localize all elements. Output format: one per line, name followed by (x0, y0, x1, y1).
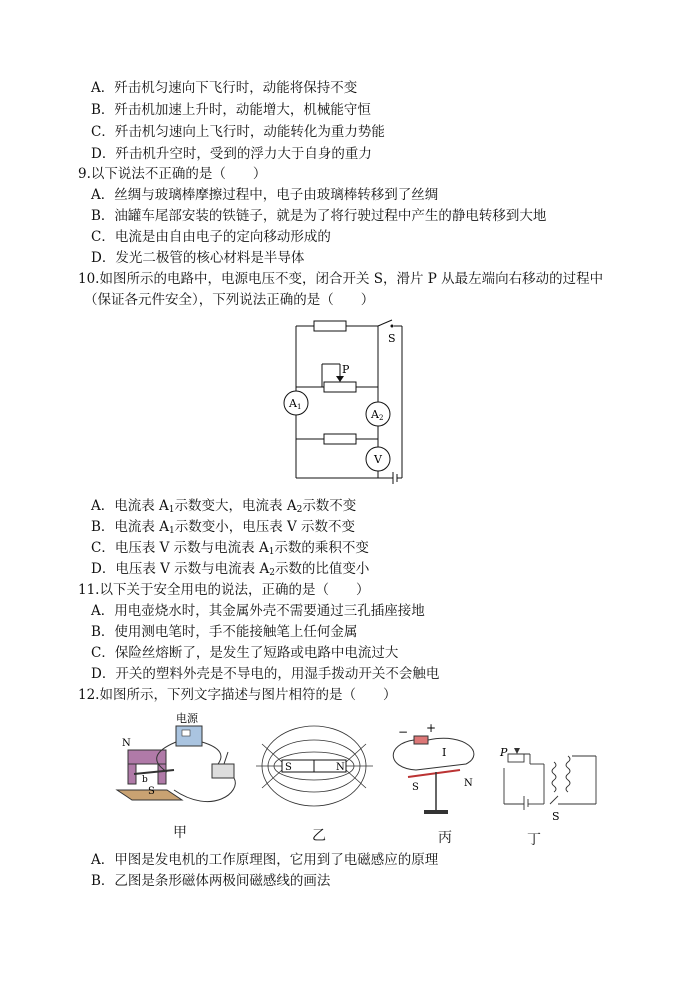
magnet-n-pole-label: N (336, 762, 345, 773)
q10-circuit-diagram (280, 316, 415, 486)
voltmeter-label: V (374, 453, 382, 466)
figure-ding-electromagnet-circuit (494, 744, 600, 824)
q11-option-a: A．用电壶烧水时，其金属外壳不需要通过三孔插座接地 (91, 603, 425, 619)
figure-jia-generator-setup (112, 712, 244, 820)
slider-label: P (342, 363, 350, 376)
power-supply-label: 电源 (176, 712, 198, 725)
q9-stem: 9.以下说法不正确的是（ ） (78, 166, 267, 182)
ammeter-a1-label: A1 (289, 397, 302, 411)
q11-option-c: C．保险丝熔断了，是发生了短路或电路中电流过大 (91, 645, 399, 661)
q11-option-d: D．开关的塑料外壳是不导电的，用湿手拨动开关不会触电 (91, 666, 440, 682)
q10-stem-line2: （保证各元件安全），下列说法正确的是（ ） (84, 292, 375, 308)
q8-option-c: C．歼击机匀速向上飞行时，动能转化为重力势能 (91, 124, 385, 140)
q10-option-a: A．电流表 $A_1$示数变大，电流表 $A_2$示数不变 (91, 498, 357, 515)
q9-option-c: C．电流是由自由电子的定向移动形成的 (91, 229, 331, 245)
switch-s-label: S (552, 810, 560, 823)
battery-plus-label: + (426, 722, 437, 735)
switch-label: S (388, 332, 396, 345)
q9-option-d: D．发光二极管的核心材料是半导体 (91, 250, 305, 266)
q11-stem: 11.以下关于安全用电的说法，正确的是（ ） (78, 582, 370, 598)
magnet-n-label: N (122, 738, 131, 749)
q11-option-b: B．使用测电笔时，手不能接触笔上任何金属 (91, 624, 358, 640)
current-i-label: I (442, 746, 447, 759)
q12-option-a: A．甲图是发电机的工作原理图，它用到了电磁感应的原理 (91, 852, 439, 868)
q10-option-c: C．电压表 V 示数与电流表 $A_1$示数的乘积不变 (91, 540, 369, 557)
caption-bing: 丙 (438, 830, 452, 846)
magnet-s-pole-label: S (285, 762, 292, 773)
magnet-s-label: S (148, 786, 155, 797)
q8-option-d: D．歼击机升空时，受到的浮力大于自身的重力 (91, 146, 372, 162)
needle-s-label: S (412, 782, 419, 793)
caption-jia: 甲 (173, 825, 187, 841)
q10-option-b: B．电流表 $A_1$示数变小，电压表 V 示数不变 (91, 519, 356, 536)
q9-option-a: A．丝绸与玻璃棒摩擦过程中，电子由玻璃棒转移到了丝绸 (91, 187, 439, 203)
slider-p-label: P (500, 746, 508, 759)
q8-option-a: A．歼击机匀速向下飞行时，动能将保持不变 (91, 80, 358, 96)
figure-yi-bar-magnet-field (252, 722, 377, 814)
caption-yi: 乙 (312, 828, 326, 844)
battery-minus-label: − (398, 725, 409, 739)
rod-b-label: b (142, 775, 148, 785)
q10-option-d: D．电压表 V 示数与电流表 $A_2$示数的比值变小 (91, 561, 370, 578)
needle-n-label: N (464, 778, 473, 789)
q12-option-b: B．乙图是条形磁体两极间磁感线的画法 (91, 873, 331, 889)
ammeter-a2-label: A2 (371, 408, 384, 422)
q8-option-b: B．歼击机加速上升时，动能增大，机械能守恒 (91, 102, 371, 118)
figure-bing-oersted-experiment (386, 722, 482, 822)
q10-stem-line1: 10.如图所示的电路中，电源电压不变，闭合开关 S，滑片 P 从最左端向右移动的过程中 (78, 271, 604, 287)
q9-option-b: B．油罐车尾部安装的铁链子，就是为了将行驶过程中产生的静电转移到大地 (91, 208, 547, 224)
caption-ding: 丁 (527, 832, 541, 848)
q12-stem: 12.如图所示，下列文字描述与图片相符的是（ ） (78, 687, 397, 703)
